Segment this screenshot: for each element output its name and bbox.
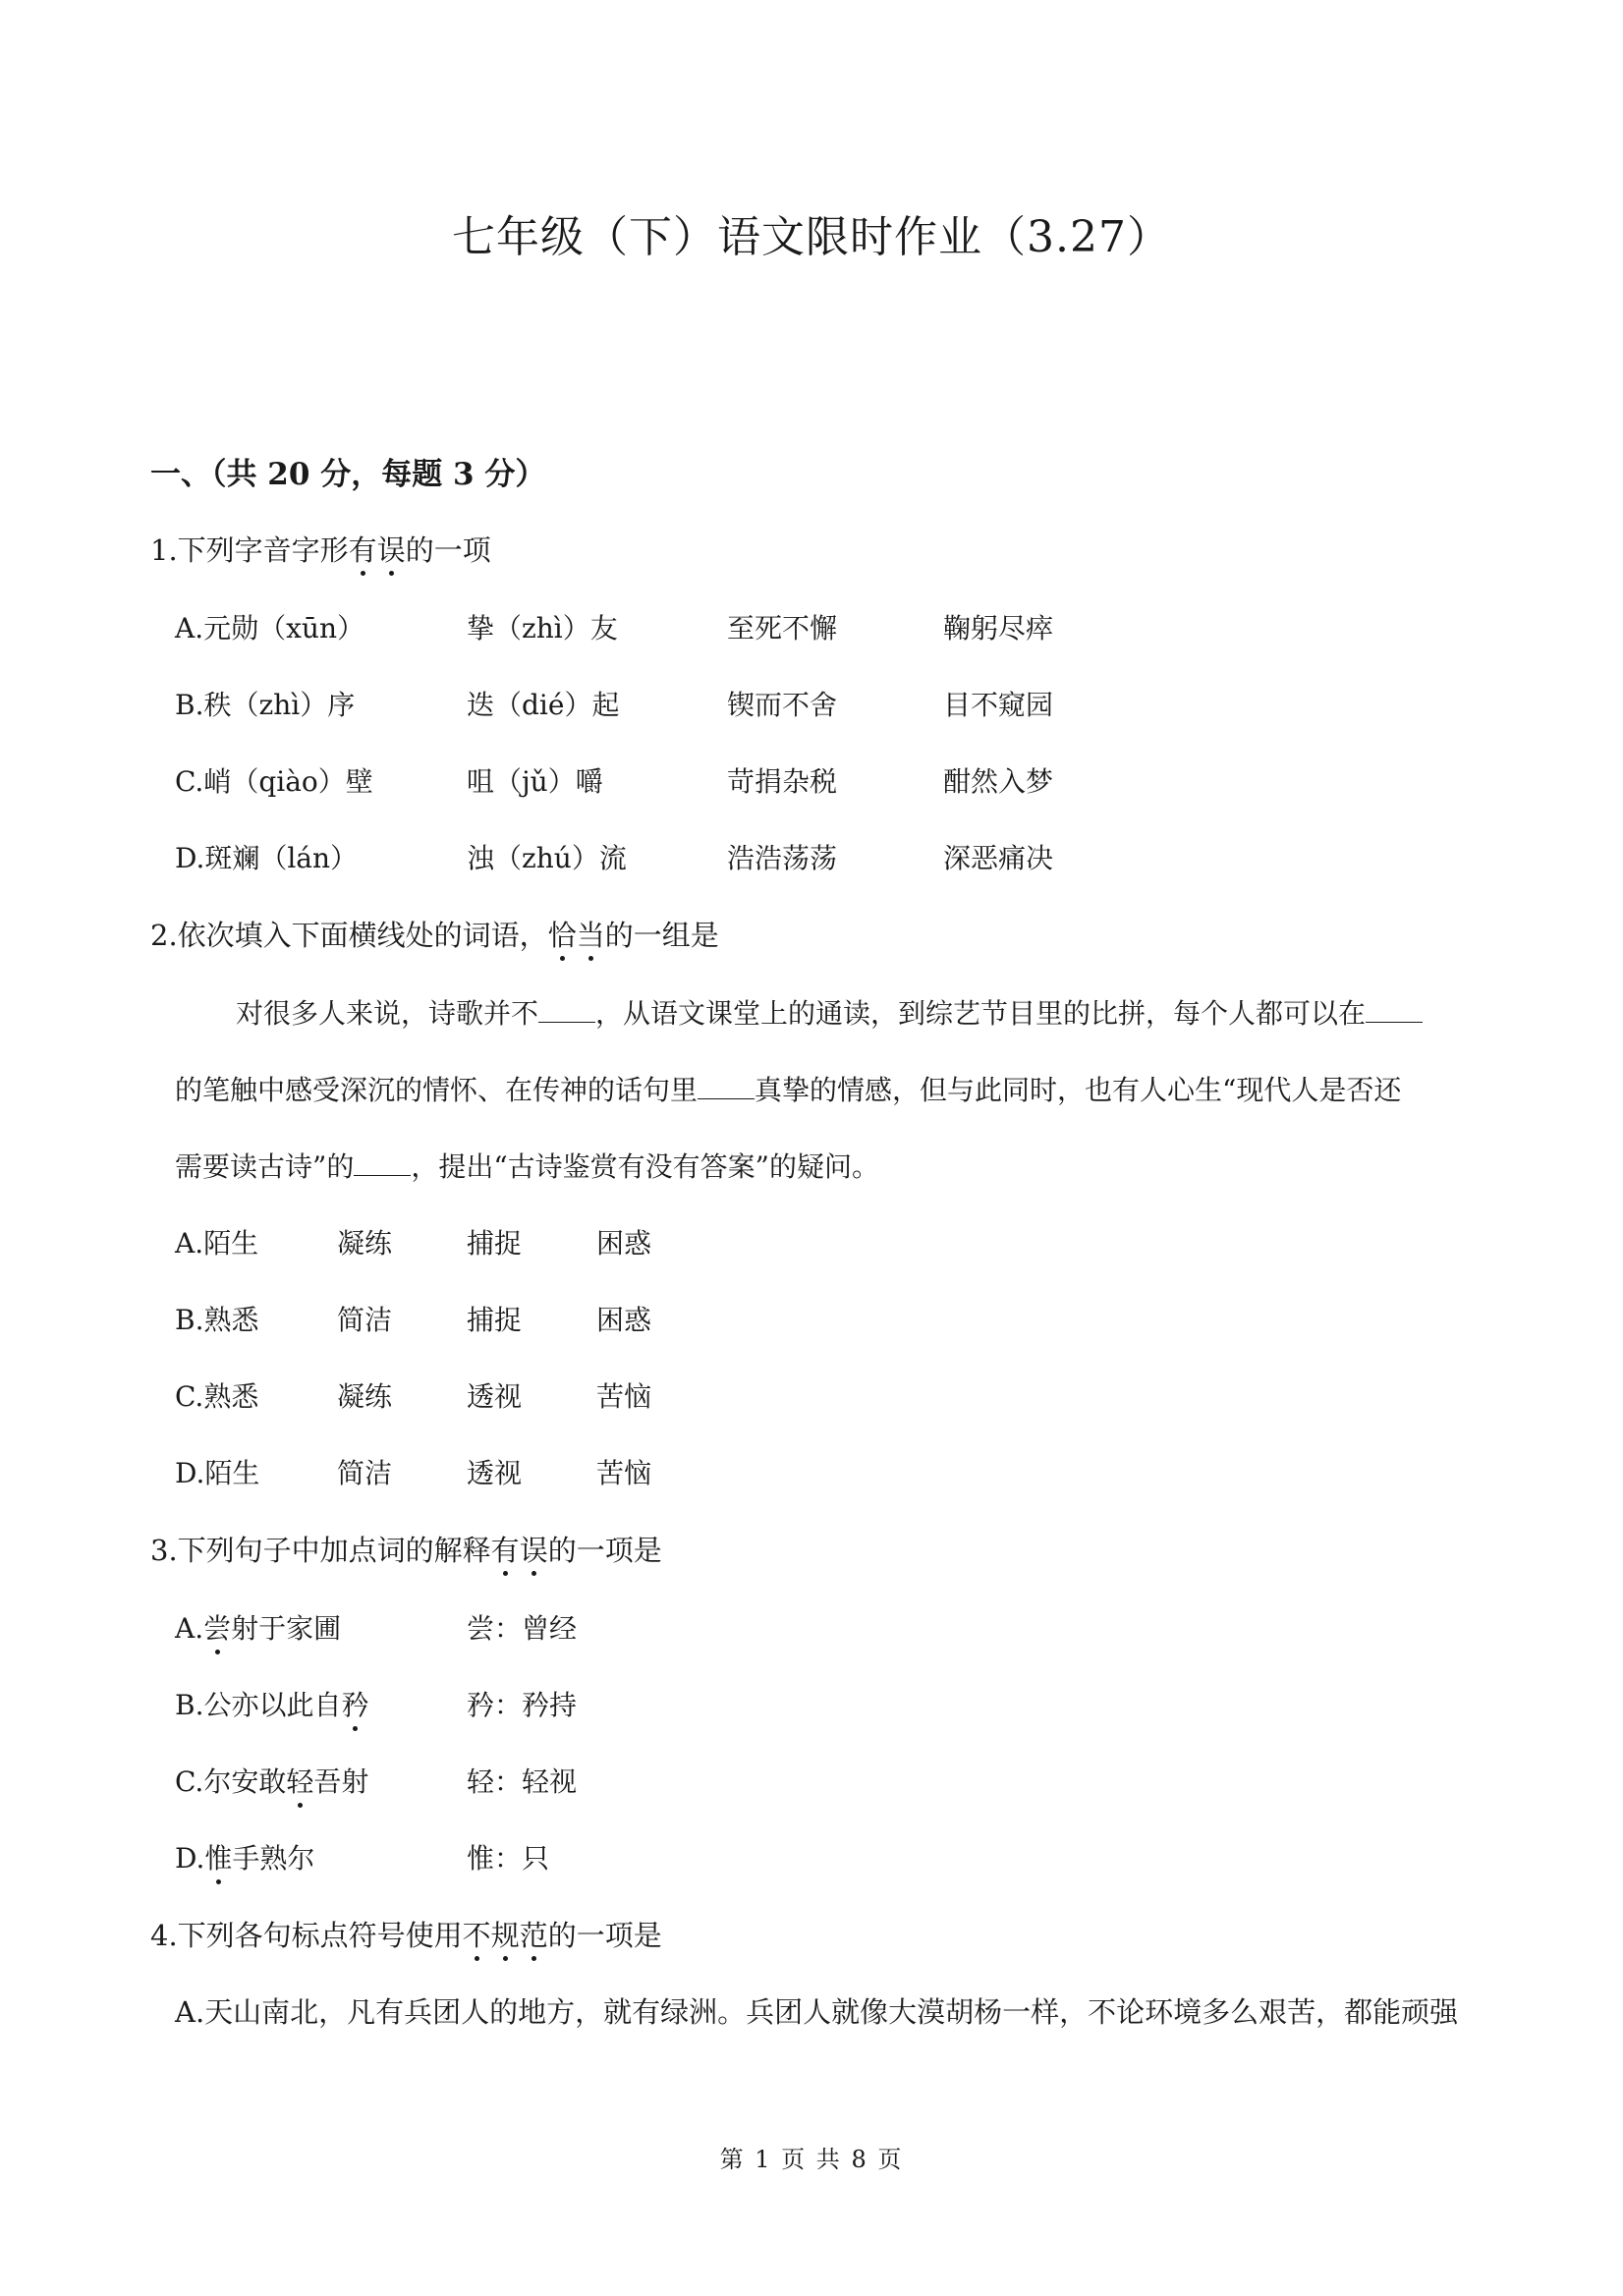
emphasis-dot-char: 矜	[341, 1686, 368, 1725]
question-text: 的一项是	[547, 1534, 662, 1567]
option-word: 透视	[467, 1380, 523, 1413]
question-text: 4.下列各句标点符号使用	[150, 1919, 463, 1952]
option-label: B.熟悉	[175, 1304, 259, 1336]
emphasis-dot-char: 不	[463, 1916, 491, 1955]
passage-line-3	[175, 1148, 1491, 1187]
option-text: C.尔安敢	[175, 1765, 287, 1798]
fill-blank	[538, 996, 595, 1023]
option-word: 透视	[467, 1457, 523, 1489]
option-word: 鞠躬尽瘁	[943, 612, 1054, 644]
option-word: 浊（zhú）流	[467, 842, 627, 874]
option-label: A.元勋（xūn）	[175, 612, 364, 644]
option-label: A.陌生	[175, 1227, 259, 1260]
option-sentence	[175, 1609, 341, 1649]
emphasis-dot-char: 恰	[548, 916, 577, 955]
option-word: 咀（jǔ）嚼	[467, 765, 603, 798]
option-word: 目不窥园	[943, 689, 1054, 721]
option-sentence	[175, 1686, 369, 1725]
option-text: 射于家圃	[231, 1612, 342, 1645]
passage-text: 对很多人来说，诗歌并不	[236, 997, 539, 1030]
option-explanation: 尝：曾经	[467, 1612, 578, 1645]
emphasis-dot-char: 当	[577, 916, 605, 955]
question-text: 2.依次填入下面横线处的词语，	[150, 919, 548, 952]
passage-line-1	[236, 994, 1552, 1034]
option-text: D.	[175, 1842, 205, 1875]
emphasis-dot-char: 范	[520, 1916, 548, 1955]
option-word: 简洁	[337, 1304, 393, 1336]
question-2	[150, 916, 719, 955]
option-sentence	[175, 1839, 314, 1878]
emphasis-dot-char: 误	[520, 1531, 548, 1570]
option-word: 挚（zhì）友	[467, 612, 618, 644]
question-text: 3.下列句子中加点词的解释	[150, 1534, 491, 1567]
passage-text: 真挚的情感，但与此同时，也有人心生“现代人是否还	[755, 1074, 1402, 1106]
option-word: 凝练	[337, 1227, 393, 1260]
emphasis-dot-char: 误	[377, 531, 406, 570]
option-word: 苦恼	[596, 1380, 652, 1413]
question-1	[150, 531, 491, 570]
fill-blank	[1366, 996, 1423, 1023]
option-word: 苦恼	[596, 1457, 652, 1489]
emphasis-dot-char: 有	[349, 531, 377, 570]
option-word: 迭（dié）起	[467, 689, 620, 721]
q4-option-a: A.天山南北，凡有兵团人的地方，就有绿洲。兵团人就像大漠胡杨一样，不论环境多么艰苦，都能顽强	[175, 1995, 1459, 2029]
page-footer: 第 1 页 共 8 页	[719, 2146, 904, 2173]
option-word: 捕捉	[467, 1304, 523, 1336]
passage-text: ，提出“古诗鉴赏有没有答案”的疑问。	[411, 1150, 879, 1183]
option-label: B.秩（zhì）序	[175, 689, 356, 721]
question-text: 1.下列字音字形	[150, 533, 349, 567]
question-text: 的一组是	[604, 919, 719, 952]
option-word: 锲而不舍	[727, 689, 838, 721]
emphasis-dot-char: 规	[491, 1916, 520, 1955]
option-explanation: 惟：只	[467, 1842, 550, 1875]
passage-text: ，从语文课堂上的通读，到综艺节目里的比拼，每个人都可以在	[595, 997, 1367, 1030]
option-text: B.公亦以此自	[175, 1689, 342, 1721]
emphasis-dot-char: 轻	[286, 1763, 313, 1802]
option-explanation: 轻：轻视	[467, 1765, 578, 1798]
fill-blank	[698, 1073, 755, 1099]
passage-text: 需要读古诗”的	[175, 1150, 355, 1183]
document-title: 七年级（下）语文限时作业（3.27）	[452, 212, 1171, 262]
emphasis-dot-char: 尝	[203, 1609, 231, 1649]
fill-blank	[354, 1149, 411, 1176]
option-sentence	[175, 1763, 368, 1802]
emphasis-dot-char: 惟	[204, 1839, 232, 1878]
question-text: 的一项	[405, 533, 491, 567]
option-word: 困惑	[596, 1227, 652, 1260]
question-3	[150, 1531, 662, 1570]
option-text: A.	[175, 1612, 204, 1645]
option-word: 浩浩荡荡	[727, 842, 838, 874]
option-label: C.熟悉	[175, 1380, 259, 1413]
option-word: 困惑	[596, 1304, 652, 1336]
emphasis-dot-char: 有	[491, 1531, 520, 1570]
section-heading: 一、（共 20 分，每题 3 分）	[150, 457, 546, 492]
option-word: 深恶痛决	[943, 842, 1054, 874]
option-word: 凝练	[337, 1380, 393, 1413]
question-4	[150, 1916, 662, 1955]
option-label: C.峭（qiào）壁	[175, 765, 373, 798]
option-label: D.陌生	[175, 1457, 260, 1489]
option-word: 酣然入梦	[943, 765, 1054, 798]
option-word: 至死不懈	[727, 612, 838, 644]
option-word: 捕捉	[467, 1227, 523, 1260]
option-word: 苛捐杂税	[727, 765, 838, 798]
passage-text: 的笔触中感受深沉的情怀、在传神的话句里	[175, 1074, 699, 1106]
option-explanation: 矜：矜持	[467, 1689, 578, 1721]
passage-line-2	[175, 1071, 1491, 1110]
option-text: 手熟尔	[232, 1842, 315, 1875]
option-label: D.斑斓（lán）	[175, 842, 359, 874]
option-word: 简洁	[337, 1457, 393, 1489]
option-text: 吾射	[313, 1765, 369, 1798]
question-text: 的一项是	[547, 1919, 662, 1952]
